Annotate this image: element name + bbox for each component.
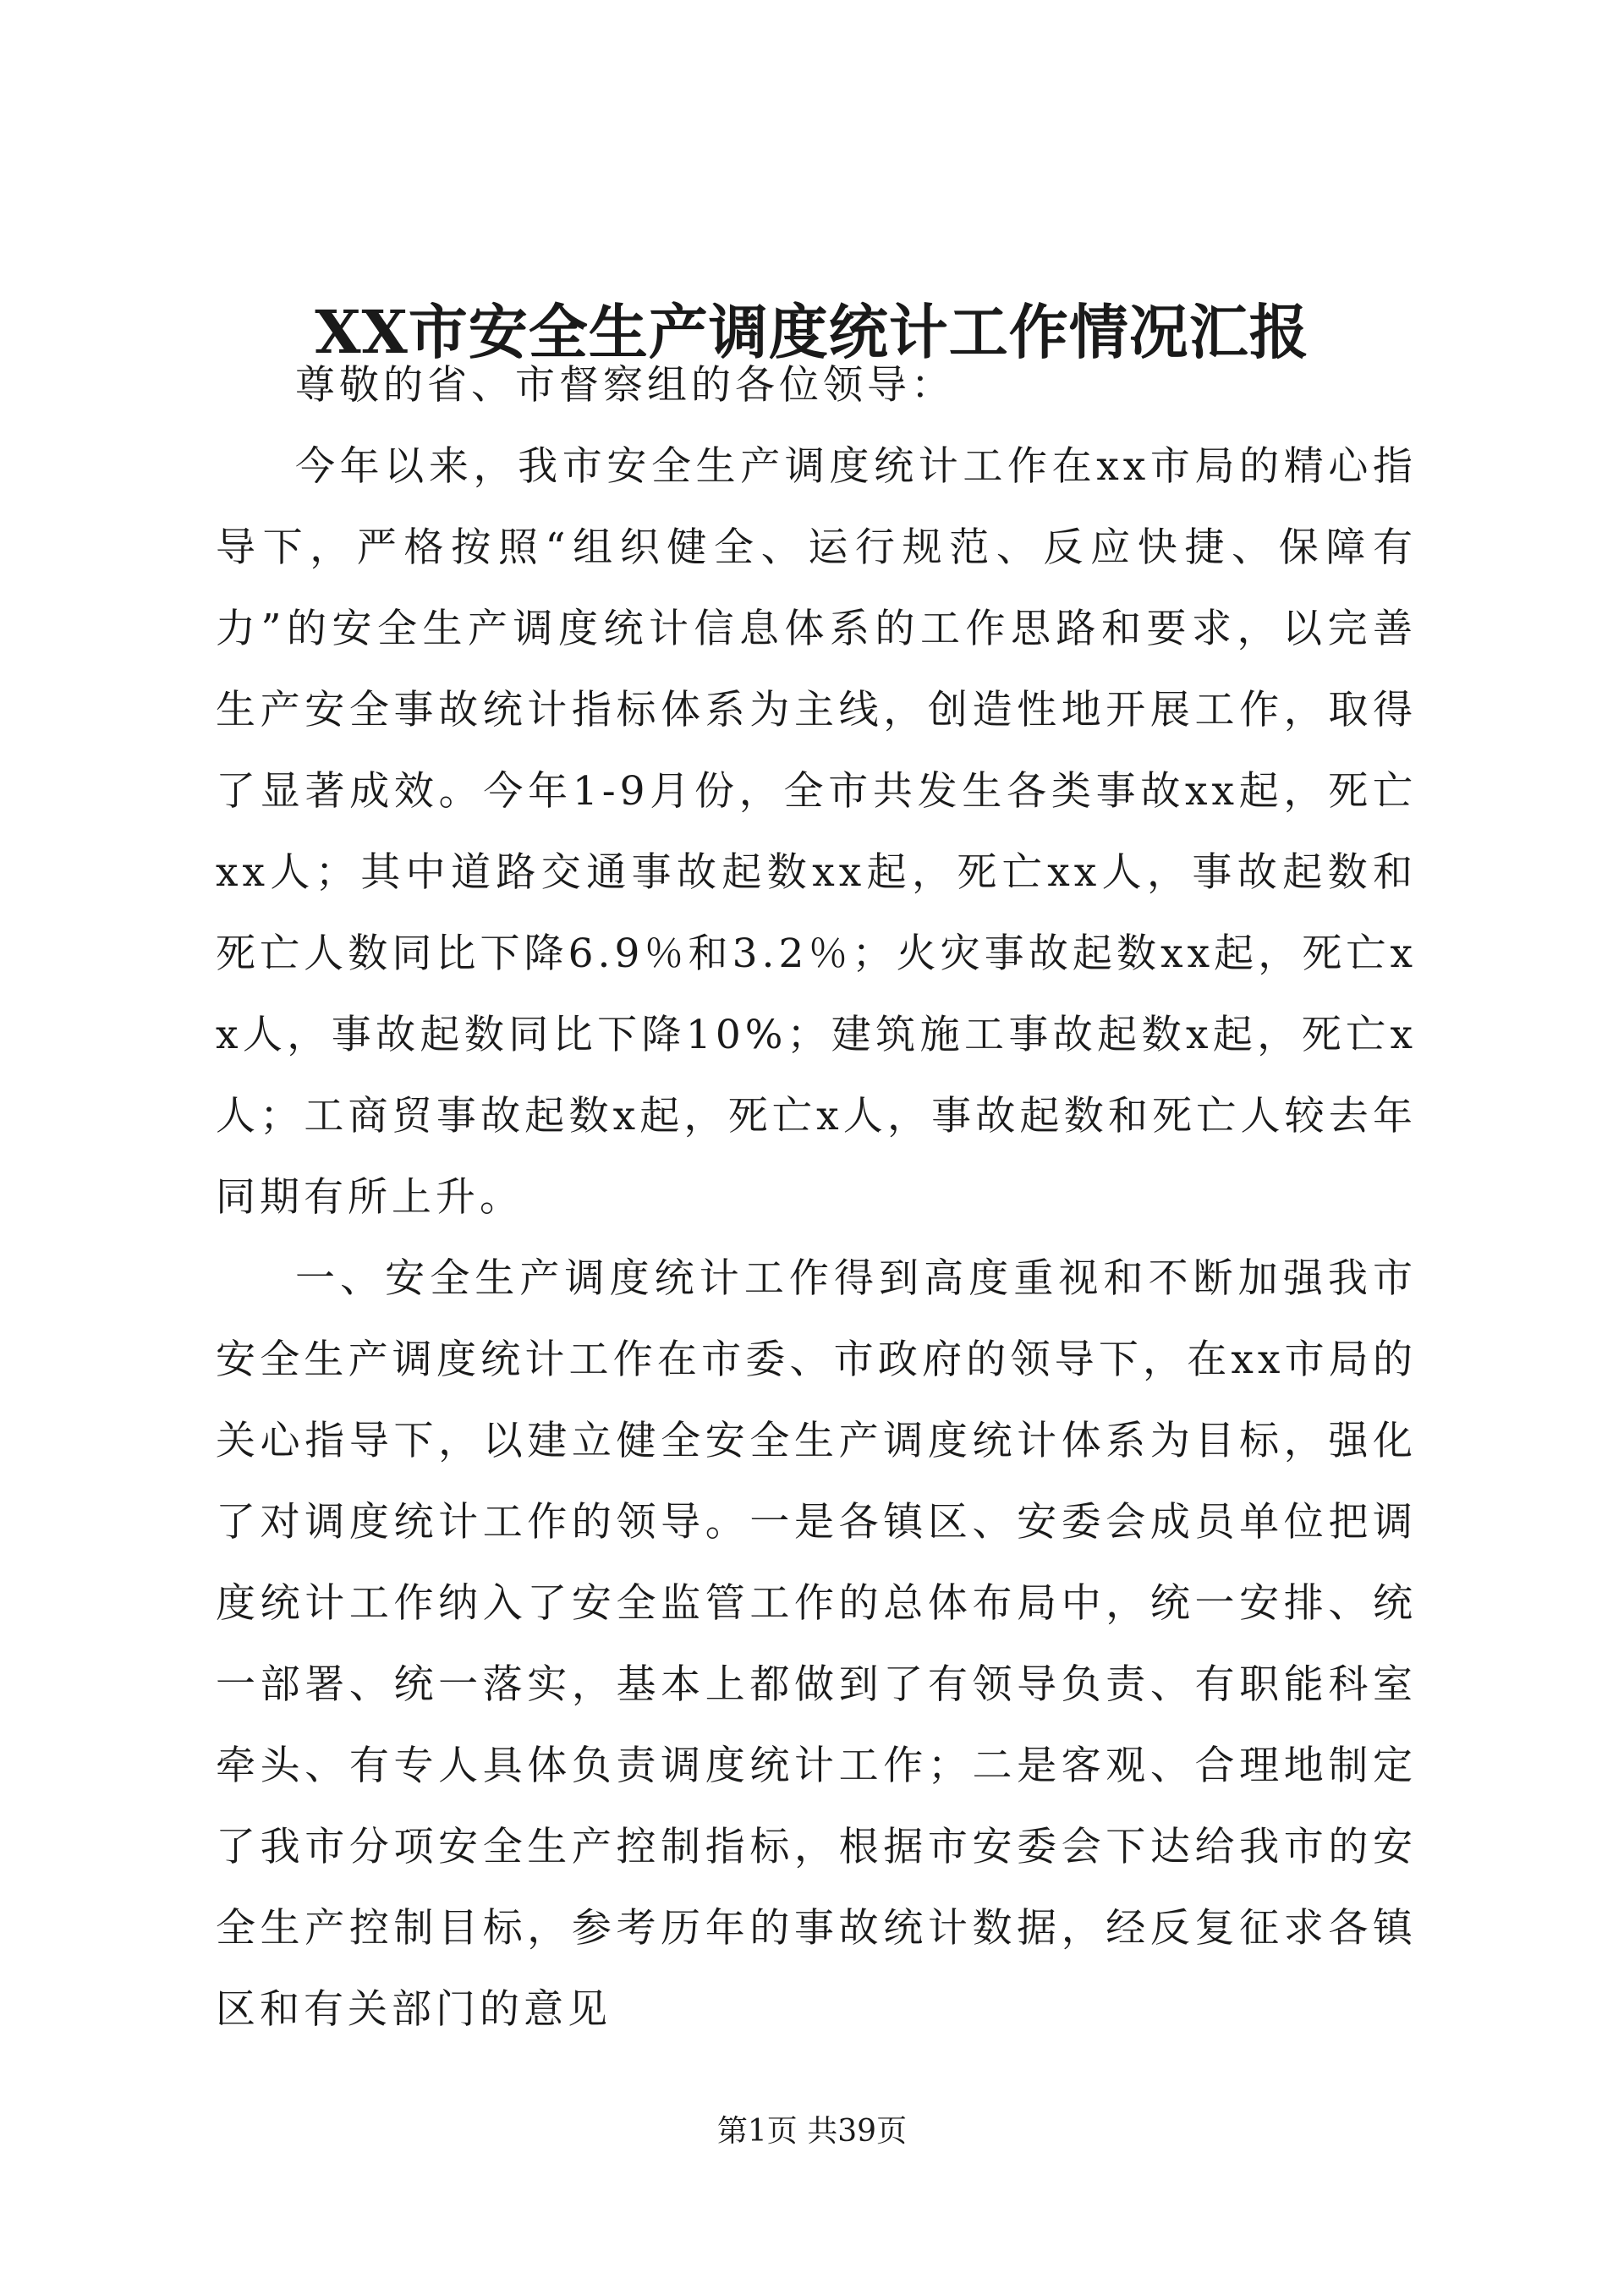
document-title: XX市安全生产调度统计工作情况汇报 xyxy=(315,297,1309,367)
document-body xyxy=(216,345,1417,2051)
paragraph-intro: 今年以来，我市安全生产调度统计工作在xx市局的精心指导下，严格按照“组织健全、运行规范、反应快捷、保障有力”的安全生产调度统计信息体系的工作思路和要求，以完善生产安全事故统计指标体系为主线，创造性地开展工作，取得了显著成效。今年1-9月份，全市共发生各类事故xx起，死亡xx人；其中道路交通事故起数xx起，死亡xx人，事故起数和死亡人数同比下降6.9％和3.2％；火灾事故起数xx起，死亡xx人，事故起数同比下降10%；建筑施工事故起数x起，死亡x人；工商贸事故起数x起，死亡x人，事故起数和死亡人较去年同期有所上升。 xyxy=(216,443,1417,1221)
salutation: 尊敬的省、市督察组的各位领导： xyxy=(295,362,955,409)
page-number-footer: 第1页 共39页 xyxy=(716,2114,908,2149)
paragraph-section-one: 一、安全生产调度统计工作得到高度重视和不断加强我市安全生产调度统计工作在市委、市政府的领导下，在xx市局的关心指导下，以建立健全安全生产调度统计体系为目标，强化了对调度统计工作的领导。一是各镇区、安委会成员单位把调度统计工作纳入了安全监管工作的总体布局中，统一安排、统一部署、统一落实，基本上都做到了有领导负责、有职能科室牵头、有专人具体负责调度统计工作；二是客观、合理地制定了我市分项安全生产控制指标，根据市安委会下达给我市的安全生产控制目标，参考历年的事故统计数据，经反复征求各镇区和有关部门的意见 xyxy=(216,1255,1417,2033)
